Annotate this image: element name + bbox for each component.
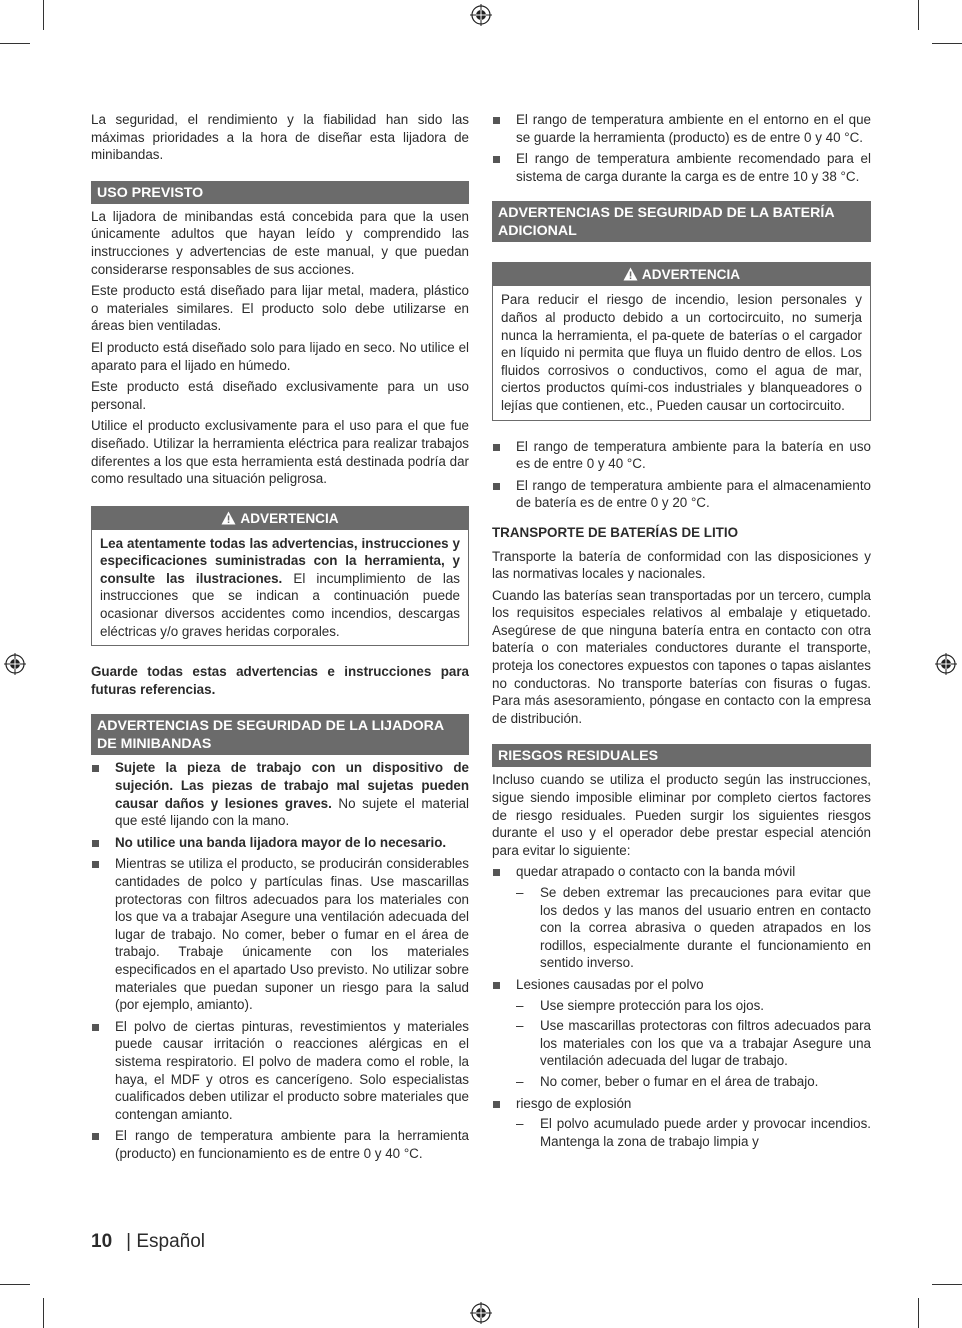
warning-triangle-icon (623, 267, 638, 281)
paragraph: Este producto está diseñado exclusivamente para un uso personal. (91, 379, 469, 412)
crop-mark (932, 43, 962, 44)
crop-mark (43, 0, 44, 30)
sub-list-item: – El polvo acumulado puede arder y provocar incendios. Mantenga la zona de trabajo limpia y (516, 1115, 871, 1150)
list-item-text: El polvo de ciertas pinturas, revestimientos y materiales puede causar irritación o reacciones alérgicas en el sistema respiratorio. El polvo de madera como el roble, la haya, el MDF y otros es cancerígeno. Solo especialistas cualificados deben utilizar el producto sobre materiales que contengan amianto. (115, 1018, 469, 1122)
list-item-bold: Sujete la pieza de trabajo con un dispositivo de sujeción. Las piezas de trabajo mal sujetas pueden causar daños y lesiones graves. (115, 760, 469, 811)
warning-header (92, 507, 468, 530)
list-item (91, 759, 469, 829)
sub-list (516, 997, 871, 1091)
risk-label: riesgo de explosión (516, 1095, 632, 1111)
section-heading-seguridad-lijadora: ADVERTENCIAS DE SEGURIDAD DE LA LIJADORA DE MINIBANDAS (91, 714, 469, 755)
list-item (91, 834, 469, 852)
warning-title: ADVERTENCIA (641, 267, 741, 283)
paragraph: Incluso cuando se utiliza el producto según las instrucciones, sigue siendo imposible eliminar por completo ciertos factores de riesgo residuales. Pueden surgir los siguientes riesgos durante el uso y el operador debe prestar especial atención para evitar lo siguiente: (492, 772, 871, 858)
section-heading-uso-previsto: USO PREVISTO (91, 181, 469, 204)
right-column (492, 111, 871, 1154)
crop-mark (918, 1298, 919, 1328)
warning-triangle-icon (221, 511, 236, 525)
intro-paragraph: La seguridad, el rendimiento y la fiabilidad han sido las máximas prioridades a la hora de diseñar esta lijadora de minibandas. (91, 112, 469, 163)
sub-list-item: – No comer, beber o fumar en el área de trabajo. (516, 1073, 871, 1091)
warning-body (92, 530, 468, 646)
paragraph: Cuando las baterías sean transportadas por un tercero, cumpla los requisitos especiales relativos al embalaje y etiquetado. Asegúrese de que ninguna batería entra en contacto con otra batería o con materiales conductores durante el transporte, proteja los conectores expuestos con tapones o tapas aislantes no conductoras. No transporte baterías con fisuras o fugas. Para más asesoramiento, póngase en contacto con la empresa de distribución. (492, 587, 871, 726)
language-label: | Español (126, 1231, 206, 1252)
warning-box (91, 506, 469, 647)
warning-bold-text: Lea atentamente todas las advertencias, instrucciones y especificaciones suministradas con la herramienta, y consulte las ilustraciones. (100, 535, 460, 586)
subheading-transporte: TRANSPORTE DE BATERÍAS DE LITIO (492, 524, 738, 540)
warning-text: El incumplimiento de las instrucciones que se indican a continuación puede ocasionar diversos accidentes como incendios, descargas eléctricas y/o graves heridas corporales. (100, 570, 460, 639)
list-item-text: El rango de temperatura ambiente para la herramienta (producto) en funcionamiento es de entre 0 y 40 °C. (115, 1128, 469, 1161)
crop-mark (0, 1284, 30, 1285)
sub-list (516, 1115, 871, 1150)
page-footer (91, 1230, 205, 1254)
warning-title: ADVERTENCIA (240, 510, 339, 526)
list-item-bold: No utilice una banda lijadora mayor de lo necesario. (115, 834, 447, 850)
list-item (492, 863, 871, 972)
sub-list (516, 884, 871, 972)
crop-mark (918, 0, 919, 30)
list-item: El rango de temperatura ambiente para el almacenamiento de batería es de entre 0 y 20 °C. (492, 477, 871, 512)
list-item: El rango de temperatura ambiente recomendado para el sistema de carga durante la carga es de entre 10 y 38 °C. (492, 150, 871, 185)
warning-box (492, 262, 871, 420)
list-item: El rango de temperatura ambiente en el entorno en el que se guarde la herramienta (producto) es de entre 0 y 40 °C. (492, 111, 871, 146)
paragraph: La lijadora de minibandas está concebida para que la usen únicamente adultos que hayan leído y comprendido las instrucciones y advertencias de este manual, y que puedan considerarse responsables de sus acciones. (91, 208, 469, 277)
sub-list-item: – Se deben extremar las precauciones para evitar que los dedos y las manos del usuario entren en contacto con la correa abrasiva o queden atrapados en los rodillos, especialmente durante el funcionamiento en sentido inverso. (516, 884, 871, 972)
left-column (91, 111, 469, 1167)
list-item (492, 1095, 871, 1151)
risk-label: Lesiones causadas por el polvo (516, 976, 704, 992)
list-item (91, 1018, 469, 1124)
warning-header (493, 263, 870, 286)
temperature-list (492, 111, 871, 185)
registration-mark-icon (470, 1302, 492, 1324)
list-item (91, 855, 469, 1013)
registration-mark-icon (4, 653, 26, 675)
paragraph: Transporte la batería de conformidad con las disposiciones y las normativas locales y nacionales. (492, 548, 871, 582)
crop-mark (0, 43, 30, 44)
list-item: El rango de temperatura ambiente para la batería en uso es de entre 0 y 40 °C. (492, 438, 871, 473)
battery-temperature-list (492, 438, 871, 512)
list-item (91, 1127, 469, 1162)
page-number: 10 (91, 1231, 113, 1252)
crop-mark (932, 1284, 962, 1285)
list-item-text: No sujete el material que esté lijando con la mano. (115, 795, 469, 829)
risk-label: quedar atrapado o contacto con la banda móvil (516, 864, 796, 880)
list-item (492, 976, 871, 1091)
paragraph: Utilice el producto exclusivamente para el uso para el que fue diseñado. Utilizar la herramienta eléctrica para realizar trabajos diferentes a los que esta herramienta está destinada podría dar como resultado una situación peligrosa. (91, 418, 469, 487)
section-heading-riesgos-residuales: RIESGOS RESIDUALES (492, 744, 871, 767)
paragraph: El producto está diseñado solo para lijado en seco. No utilice el aparato para el lijado en húmedo. (91, 339, 469, 373)
registration-mark-icon (470, 4, 492, 26)
sub-list-item: – Use mascarillas protectoras con filtros adecuados para los materiales con los que va a trabajar Asegure una ventilación adecuada del lugar de trabajo. (516, 1017, 871, 1070)
crop-mark (43, 1298, 44, 1328)
section-heading-bateria: ADVERTENCIAS DE SEGURIDAD DE LA BATERÍA ADICIONAL (492, 201, 871, 242)
risk-list (492, 863, 871, 1150)
registration-mark-icon (935, 653, 957, 675)
warning-body: Para reducir el riesgo de incendio, lesion personales y daños al producto debido a un cortocircuito, no sumerja nunca la herramienta, el pa-quete de baterías o el cargador en líquido ni permita que fluya un fluido dentro de ellos. Los fluidos corrosivos o conductivos, como el agua de mar, ciertos productos quími-cos industriales y blanqueadores o lejías que contienen, etc., Pueden causar un cortocircuito. (501, 292, 862, 413)
safety-list (91, 759, 469, 1162)
keep-note: Guarde todas estas advertencias e instrucciones para futuras referencias. (91, 664, 469, 697)
paragraph: Este producto está diseñado para lijar metal, madera, plástico o materiales similares. El producto solo debe utilizarse en áreas bien ventiladas. (91, 283, 469, 334)
list-item-text: Mientras se utiliza el producto, se producirán considerables cantidades de polco y partículas finas. Use mascarillas protectoras con filtros adecuados para los materiales con los que va a trabajar Asegure una ventilación adecuada del lugar de trabajo. No comer, beber o fumar en el área de trabajo. Trabaje únicamente con los materiales especificados en el apartado Uso previsto. No utilizar sobre materiales que puedan suponer un riesgo para la salud (por ejemplo, amianto). (115, 856, 469, 1013)
sub-list-item: – Use siempre protección para los ojos. (516, 997, 871, 1015)
